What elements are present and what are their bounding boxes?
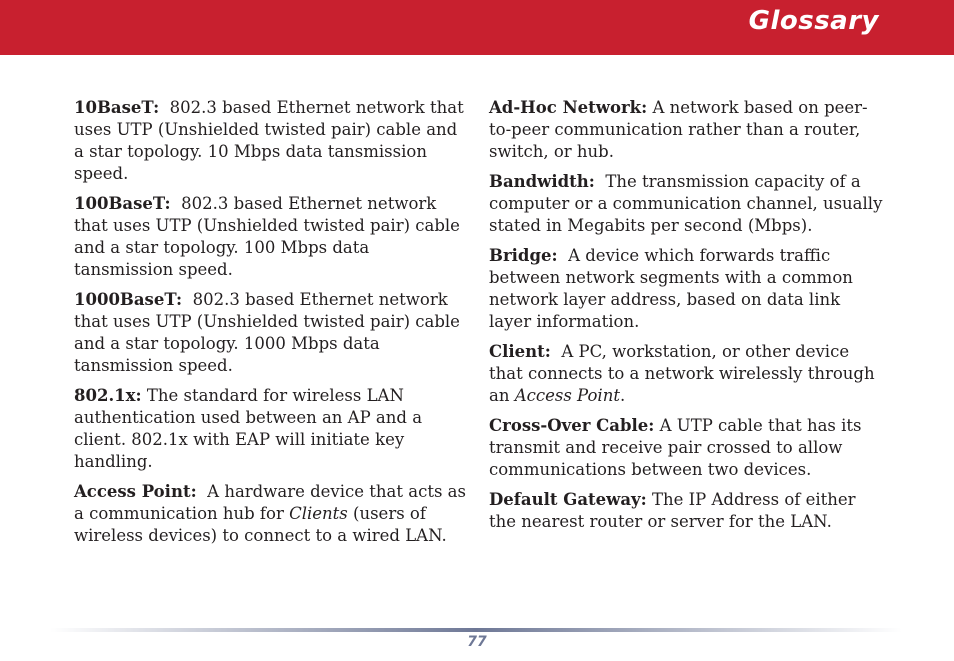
- glossary-term: 1000BaseT:: [74, 290, 183, 309]
- glossary-definition: 802.3 based Ethernet network that uses UTP (Unshielded twisted pair) cable and a star topology. 1000 Mbps data tansmission speed.: [74, 290, 460, 375]
- glossary-definition-end: .: [619, 386, 626, 405]
- glossary-emphasis: Clients: [289, 504, 348, 523]
- glossary-entry: [489, 489, 884, 533]
- glossary-term: Access Point:: [74, 482, 197, 501]
- glossary-definition: A hardware device that acts as a communication hub for: [74, 482, 466, 523]
- glossary-entry: [74, 481, 466, 547]
- glossary-left-column: [74, 97, 466, 555]
- glossary-definition: A PC, workstation, or other device that connects to a network wirelessly through an: [489, 342, 875, 405]
- glossary-entry: [74, 193, 466, 281]
- glossary-entry: [489, 97, 884, 163]
- glossary-entry: [74, 97, 466, 185]
- glossary-definition: The IP Address of either the nearest router or server for the LAN.: [489, 490, 856, 531]
- glossary-entry: [489, 415, 884, 481]
- glossary-term: Ad-Hoc Network:: [489, 98, 648, 117]
- page-number: 77: [467, 634, 487, 650]
- glossary-entry: [489, 171, 884, 237]
- page-title: Glossary: [748, 6, 879, 36]
- glossary-definition: A device which forwards traffic between network segments with a common network layer address, based on data link layer information.: [489, 246, 853, 331]
- glossary-definition: The standard for wireless LAN authentication used between an AP and a client. 802.1x with EAP will initiate key handling.: [74, 386, 423, 471]
- glossary-definition: A network based on peer-to-peer communication rather than a router, switch, or hub.: [489, 98, 868, 161]
- glossary-entry: [74, 385, 466, 473]
- glossary-entry: [489, 245, 884, 333]
- glossary-term: Bridge:: [489, 246, 558, 265]
- glossary-entry: [489, 341, 884, 407]
- glossary-definition: The transmission capacity of a computer or a communication channel, usually stated in Megabits per second (Mbps).: [489, 172, 883, 235]
- glossary-term: Cross-Over Cable:: [489, 416, 655, 435]
- glossary-term: 802.1x:: [74, 386, 142, 405]
- glossary-entry: [74, 289, 466, 377]
- glossary-term: 100BaseT:: [74, 194, 171, 213]
- footer-divider: [50, 628, 902, 632]
- glossary-term: Bandwidth:: [489, 172, 595, 191]
- glossary-definition: 802.3 based Ethernet network that uses UTP (Unshielded twisted pair) cable and a star topology. 10 Mbps data tansmission speed.: [74, 98, 464, 183]
- glossary-definition: A UTP cable that has its transmit and receive pair crossed to allow communications between two devices.: [489, 416, 862, 479]
- glossary-definition-end: (users of wireless devices) to connect to a wired LAN.: [74, 504, 447, 545]
- glossary-term: Default Gateway:: [489, 490, 647, 509]
- glossary-term: Client:: [489, 342, 551, 361]
- glossary-term: 10BaseT:: [74, 98, 160, 117]
- glossary-right-column: [489, 97, 884, 541]
- page-header-bar: [0, 0, 954, 55]
- glossary-emphasis: Access Point: [514, 386, 620, 405]
- glossary-definition: 802.3 based Ethernet network that uses UTP (Unshielded twisted pair) cable and a star topology. 100 Mbps data tansmission speed.: [74, 194, 460, 279]
